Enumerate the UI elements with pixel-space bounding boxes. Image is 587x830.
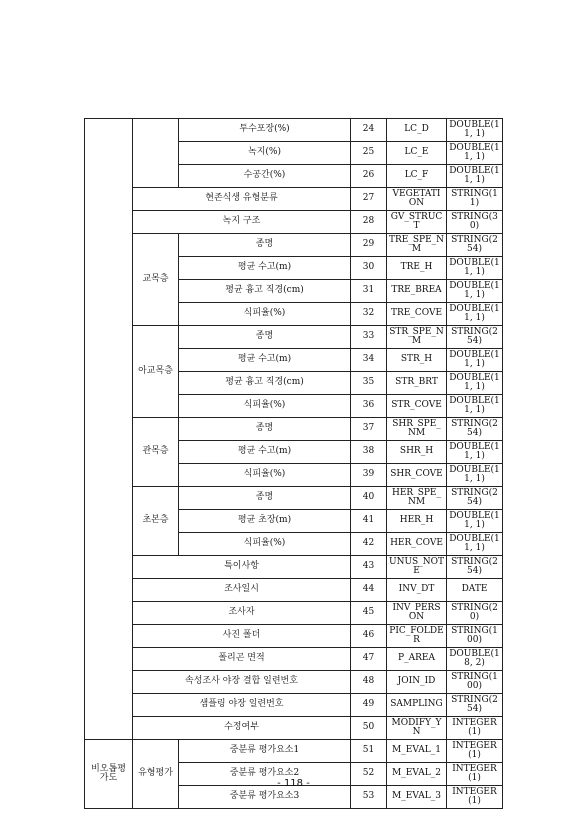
attribute-name: 종명: [179, 487, 351, 510]
category-cell: [85, 119, 133, 740]
data-type: DOUBLE(11, 1): [447, 257, 503, 280]
attribute-name: 평균 초장(m): [179, 510, 351, 533]
data-type: STRING(254): [447, 418, 503, 441]
data-type: DOUBLE(11, 1): [447, 510, 503, 533]
field-name: TRE_BREA: [387, 280, 447, 303]
field-name: JOIN_ID: [387, 671, 447, 694]
attribute-table: [84, 118, 503, 809]
attribute-number: 50: [351, 717, 387, 740]
attribute-number: 27: [351, 188, 387, 211]
table-row: [85, 188, 503, 211]
attribute-number: 48: [351, 671, 387, 694]
attribute-name: 투수포장(%): [179, 119, 351, 142]
attribute-name: 식피율(%): [179, 303, 351, 326]
attribute-name: 사진 폴더: [133, 625, 351, 648]
field-name: M_EVAL_3: [387, 786, 447, 809]
data-type: DOUBLE(11, 1): [447, 533, 503, 556]
attribute-number: 53: [351, 786, 387, 809]
data-type: STRING(20): [447, 602, 503, 625]
field-name: INV_PERSON: [387, 602, 447, 625]
attribute-number: 39: [351, 464, 387, 487]
attribute-name: 조사자: [133, 602, 351, 625]
field-name: STR_COVE: [387, 395, 447, 418]
attribute-number: 29: [351, 234, 387, 257]
attribute-name: 식피율(%): [179, 464, 351, 487]
data-type: DOUBLE(11, 1): [447, 142, 503, 165]
attribute-name: 종명: [179, 326, 351, 349]
attribute-number: 30: [351, 257, 387, 280]
attribute-number: 28: [351, 211, 387, 234]
page-number: - 118 -: [277, 778, 310, 789]
attribute-number: 25: [351, 142, 387, 165]
table-row: [85, 648, 503, 671]
table-row: [85, 717, 503, 740]
category-biotope-evaluation: 비오톱평가도: [85, 740, 133, 809]
field-name: LC_E: [387, 142, 447, 165]
field-name: M_EVAL_1: [387, 740, 447, 763]
table-row: [85, 556, 503, 579]
layer-label-shrub: 관목층: [133, 418, 179, 487]
field-name: HER_H: [387, 510, 447, 533]
data-type: INTEGER(1): [447, 786, 503, 809]
attribute-name: 녹지(%): [179, 142, 351, 165]
field-name: SAMPLING: [387, 694, 447, 717]
attribute-name: 식피율(%): [179, 395, 351, 418]
attribute-name: 중분류 평가요소3: [179, 786, 351, 809]
attribute-number: 52: [351, 763, 387, 786]
data-type: STRING(100): [447, 625, 503, 648]
attribute-name: 샘플링 야장 일련번호: [133, 694, 351, 717]
attribute-name: 평균 수고(m): [179, 349, 351, 372]
attribute-name: 중분류 평가요소1: [179, 740, 351, 763]
field-name: SHR_H: [387, 441, 447, 464]
data-type: DOUBLE(11, 1): [447, 119, 503, 142]
data-type: DOUBLE(11, 1): [447, 441, 503, 464]
field-name: TRE_COVE: [387, 303, 447, 326]
subcategory-cell: [133, 119, 179, 188]
field-name: STR_SPE_NM: [387, 326, 447, 349]
data-type: STRING(254): [447, 694, 503, 717]
data-type: STRING(100): [447, 671, 503, 694]
attribute-number: 44: [351, 579, 387, 602]
field-name: HER_COVE: [387, 533, 447, 556]
field-name: LC_F: [387, 165, 447, 188]
data-type: INTEGER(1): [447, 740, 503, 763]
field-name: STR_BRT: [387, 372, 447, 395]
attribute-number: 51: [351, 740, 387, 763]
field-name: TRE_SPE_NM: [387, 234, 447, 257]
attribute-number: 32: [351, 303, 387, 326]
data-type: DATE: [447, 579, 503, 602]
data-type: STRING(254): [447, 487, 503, 510]
table-row: [85, 602, 503, 625]
attribute-name: 종명: [179, 418, 351, 441]
table-row: [85, 625, 503, 648]
table-row: [85, 671, 503, 694]
table-row: [85, 418, 503, 441]
data-type: INTEGER(1): [447, 717, 503, 740]
attribute-name: 수공간(%): [179, 165, 351, 188]
table-row: [85, 326, 503, 349]
data-type: INTEGER(1): [447, 763, 503, 786]
field-name: GV_STRUCT: [387, 211, 447, 234]
attribute-name: 중분류 평가요소2: [179, 763, 351, 786]
attribute-number: 33: [351, 326, 387, 349]
attribute-name: 평균 수고(m): [179, 257, 351, 280]
attribute-number: 43: [351, 556, 387, 579]
data-type: DOUBLE(11, 1): [447, 464, 503, 487]
field-name: MODIFY_YN: [387, 717, 447, 740]
data-type: DOUBLE(11, 1): [447, 372, 503, 395]
layer-label-tree: 교목층: [133, 234, 179, 326]
layer-label-herb: 초본층: [133, 487, 179, 556]
data-type: DOUBLE(11, 1): [447, 303, 503, 326]
table-row: [85, 487, 503, 510]
attribute-number: 34: [351, 349, 387, 372]
table-row: [85, 234, 503, 257]
field-name: HER_SPE_NM: [387, 487, 447, 510]
attribute-name: 평균 흉고 직경(cm): [179, 280, 351, 303]
subcategory-type-evaluation: 유형평가: [133, 740, 179, 809]
field-name: STR_H: [387, 349, 447, 372]
attribute-name: 종명: [179, 234, 351, 257]
attribute-name: 현존식생 유형분류: [133, 188, 351, 211]
attribute-name: 식피율(%): [179, 533, 351, 556]
table-row: [85, 211, 503, 234]
data-type: STRING(254): [447, 234, 503, 257]
field-name: SHR_COVE: [387, 464, 447, 487]
data-type: DOUBLE(11, 1): [447, 280, 503, 303]
attribute-number: 36: [351, 395, 387, 418]
field-name: VEGETATION: [387, 188, 447, 211]
field-name: SHR_SPE_NM: [387, 418, 447, 441]
attribute-number: 46: [351, 625, 387, 648]
attribute-number: 47: [351, 648, 387, 671]
attribute-name: 특이사항: [133, 556, 351, 579]
field-name: P_AREA: [387, 648, 447, 671]
attribute-number: 40: [351, 487, 387, 510]
attribute-name: 평균 수고(m): [179, 441, 351, 464]
attribute-number: 38: [351, 441, 387, 464]
table-row: [85, 119, 503, 142]
field-name: TRE_H: [387, 257, 447, 280]
attribute-number: 42: [351, 533, 387, 556]
attribute-name: 조사일시: [133, 579, 351, 602]
attribute-name: 폴리곤 면적: [133, 648, 351, 671]
attribute-name: 수정여부: [133, 717, 351, 740]
table-row: [85, 694, 503, 717]
attribute-number: 26: [351, 165, 387, 188]
attribute-number: 35: [351, 372, 387, 395]
data-type: STRING(254): [447, 556, 503, 579]
attribute-name: 속성조사 야장 결합 일련번호: [133, 671, 351, 694]
field-name: UNUS_NOTE: [387, 556, 447, 579]
field-name: PIC_FOLDER: [387, 625, 447, 648]
data-type: DOUBLE(11, 1): [447, 395, 503, 418]
data-type: STRING(11): [447, 188, 503, 211]
field-name: LC_D: [387, 119, 447, 142]
table-row: [85, 579, 503, 602]
data-type: DOUBLE(18, 2): [447, 648, 503, 671]
field-name: INV_DT: [387, 579, 447, 602]
attribute-name: 녹지 구조: [133, 211, 351, 234]
attribute-number: 45: [351, 602, 387, 625]
data-type: DOUBLE(11, 1): [447, 349, 503, 372]
attribute-number: 24: [351, 119, 387, 142]
attribute-number: 37: [351, 418, 387, 441]
field-name: M_EVAL_2: [387, 763, 447, 786]
attribute-name: 평균 흉고 직경(cm): [179, 372, 351, 395]
table-row: [85, 740, 503, 763]
data-type: STRING(254): [447, 326, 503, 349]
data-type: STRING(30): [447, 211, 503, 234]
layer-label-subtree: 아교목층: [133, 326, 179, 418]
attribute-number: 41: [351, 510, 387, 533]
attribute-number: 31: [351, 280, 387, 303]
attribute-number: 49: [351, 694, 387, 717]
data-type: DOUBLE(11, 1): [447, 165, 503, 188]
